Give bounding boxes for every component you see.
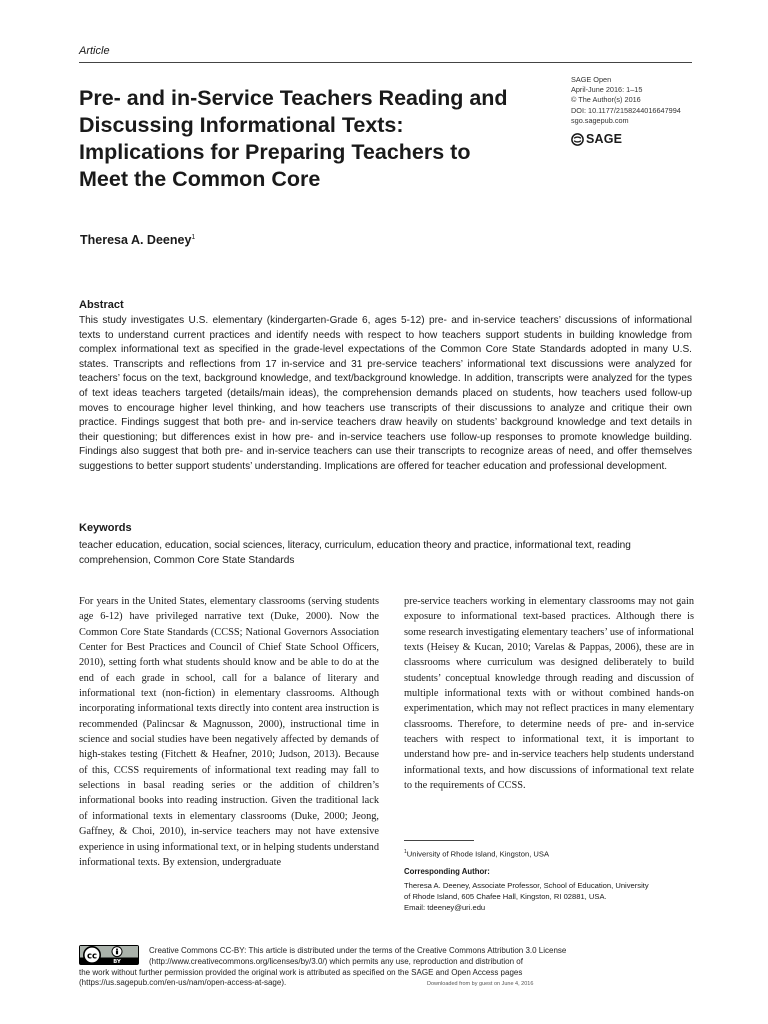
body-column-left: For years in the United States, elementary classrooms (serving students age 6-12) have privileged narrative text (Duke, 2000). Now the Common Core State Standards (CCSS; National Governors Association Center for Best Practices and Council of Chief State School Officers, 2010), setting forth what students should know and be able to do at the end of each grade in school, call for a balance of literary and informational text (non-fiction) in elementary classrooms. Although incorporating informational texts directly into content area instruction is recommended (Palincsar & Magnusson, 2000), instructional time in science and social studies have been negatively affected by demands of high-stakes testing (Fitchett & Heafner, 2010; Judson, 2013). Because of this, CCSS requirements of informational text reading may fall to selections in basal reading series or the addition of children’s informational books into reading instruction. Given the traditional lack of informational texts in elementary classrooms (Duke, 2000; Jeong, Gaffney, & Choi, 2010), in-service teachers may not have extensive experience in using informational text, or in helping students understand informational texts. By extension, undergraduate xyxy=(79,596,379,868)
doi-link[interactable]: DOI: 10.1177/2158244016647994 xyxy=(571,105,681,115)
sage-swirl-icon xyxy=(571,133,584,146)
corresponding-author-heading: Corresponding Author: xyxy=(404,867,490,876)
journal-issue: April-June 2016: 1–15 xyxy=(571,85,643,95)
footnote-divider xyxy=(404,840,474,841)
license-line-3: the work without further permission provided the original work is attributed as specified on the SAGE and Open Access pages xyxy=(79,967,523,977)
author-affiliation-marker: 1 xyxy=(191,233,196,241)
license-line-1: Creative Commons CC-BY: This article is distributed under the terms of the Creative Commons Attribution 3.0 License xyxy=(149,946,567,955)
article-type-label: Article xyxy=(79,45,110,57)
author-name-text: Theresa A. Deeney xyxy=(80,233,192,247)
affiliation-marker: 1 xyxy=(404,849,407,855)
article-title: Pre- and in-Service Teachers Reading and Discussing Informational Texts: Implications for Preparing Teachers to Meet the Common Core xyxy=(79,86,508,191)
copyright-notice: © The Author(s) 2016 xyxy=(571,95,641,105)
journal-site-link[interactable]: sgo.sagepub.com xyxy=(571,115,629,125)
keywords-heading: Keywords xyxy=(79,522,132,534)
corresponding-author-email[interactable]: Email: tdeeney@uri.edu xyxy=(404,903,486,913)
header-divider xyxy=(79,62,692,63)
abstract-heading: Abstract xyxy=(79,299,124,311)
corresponding-author-address: of Rhode Island, 605 Chafee Hall, Kingston, RI 02881, USA. xyxy=(404,892,607,902)
publisher-logo-text: SAGE xyxy=(586,132,623,146)
license-notice xyxy=(79,946,699,989)
keywords-text: teacher education, education, social sciences, literacy, curriculum, education theory and practice, informational text, reading comprehension, Common Core State Standards xyxy=(79,540,631,566)
download-watermark: Downloaded from by guest on June 4, 2016 xyxy=(427,981,534,987)
corresponding-author-line: Theresa A. Deeney, Associate Professor, School of Education, University xyxy=(404,881,649,890)
abstract-text: This study investigates U.S. elementary (kindergarten-Grade 6, ages 5-12) pre- and in-service teachers’ discussions of informational texts to understand current practices and identify needs with respect to how teachers support students in building knowledge from complex informational text as specified in the grade-level expectations of the Common Core State Standards adopted in many U.S. states. Transcripts and reflections from 17 in-service and 31 pre-service teachers’ informational text discussions were analyzed for teachers’ focus on the text, background knowledge, and text/background knowledge. In addition, transcripts were analyzed for the types of text ideas teachers targeted (details/main ideas), the comprehension demands placed on students, how teachers used follow-up moves to encourage higher level thinking, and how teachers use transcripts of their discussions to analyze and critique their own practice. Findings suggest that both pre- and in-service teachers draw heavily on students’ background knowledge and text details in their questioning; but differences exist in how pre- and in-service teachers use follow-up responses to promote knowledge building. Findings also suggest that both pre- and in-service teachers can use their transcripts to recognize areas of need, and offer themselves suggestions to better support students’ understanding. Implications are offered for teacher education and professional development. xyxy=(79,315,692,472)
journal-meta xyxy=(571,75,761,126)
author-affiliation xyxy=(404,847,549,860)
license-open-access-link[interactable]: (https://us.sagepub.com/en-us/nam/open-access-at-sage). xyxy=(79,978,287,988)
license-url-line[interactable]: (http://www.creativecommons.org/licenses/by/3.0/) which permits any use, reproduction and distribution of xyxy=(149,956,523,966)
affiliation-text: University of Rhode Island, Kingston, USA xyxy=(406,849,550,859)
journal-name: SAGE Open xyxy=(571,75,612,84)
svg-text:cc: cc xyxy=(86,951,98,962)
publisher-logo xyxy=(571,132,622,146)
body-column-right: pre-service teachers working in elementary classrooms may not gain exposure to informational text-based practices. Although there is some research investigating elementary teachers’ use of informational texts (Heisey & Kucan, 2010; Varelas & Pappas, 2006), these are in classrooms where curriculum was designed deliberately to build students’ conceptual knowledge through reading and discussion of multiple informational texts with or without combined hands-on experimentation, which may not reflect practices in many elementary classrooms. Therefore, to determine needs of pre- and in-service teachers with respect to informational text, it is important to understand how pre- and in-service teachers help students understand informational texts, and how discussions of informational text relate to the requirements of CCSS. xyxy=(404,596,694,792)
cc-badge-label: BY xyxy=(113,959,121,965)
author-name xyxy=(80,233,195,247)
corresponding-author-details xyxy=(404,880,704,914)
